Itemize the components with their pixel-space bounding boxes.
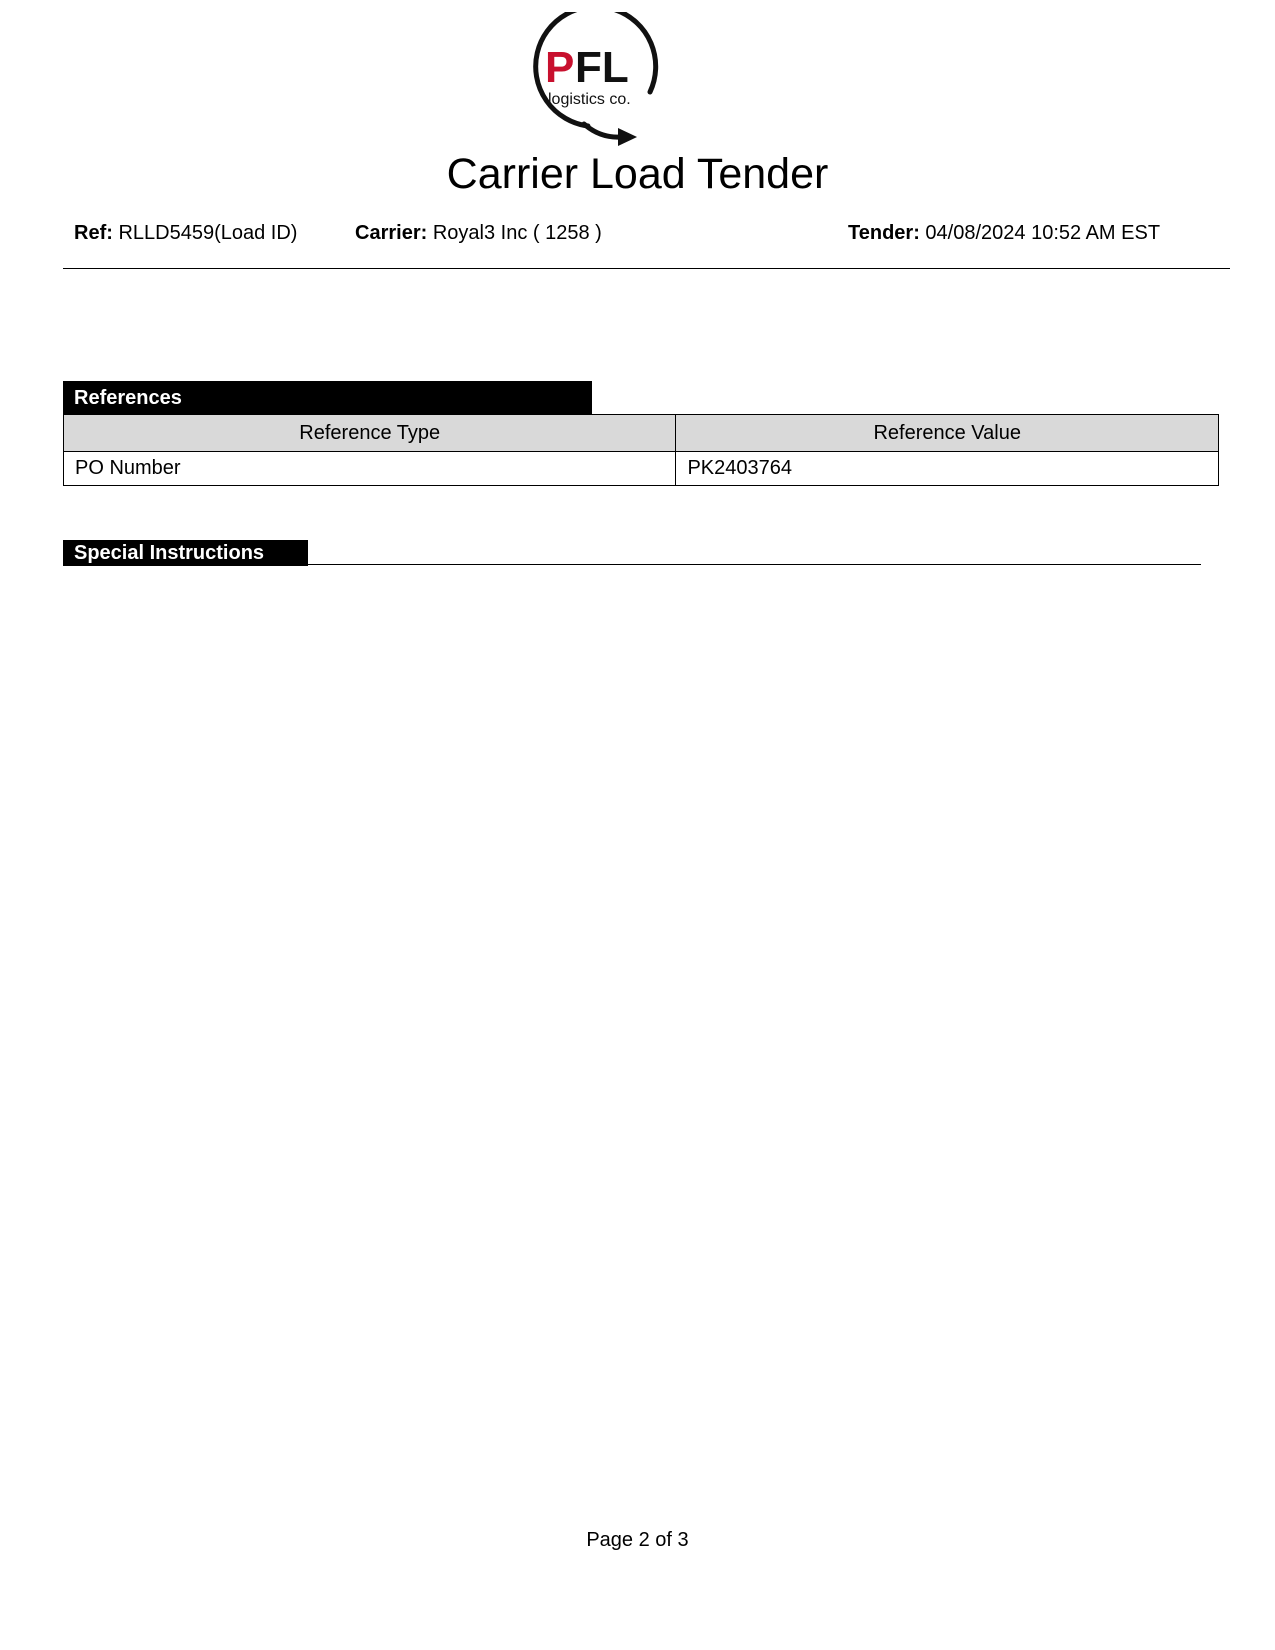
- pfl-logo-graphic: [530, 12, 680, 148]
- header-carrier: [355, 220, 602, 246]
- carrier-label: Carrier:: [355, 222, 428, 244]
- header-ref: [74, 220, 297, 246]
- reference-value-cell: PK2403764: [676, 452, 1219, 486]
- page-number: Page 2 of 3: [586, 1529, 689, 1551]
- svg-text:logistics co.: logistics co.: [548, 91, 631, 108]
- table-row: [64, 452, 1219, 486]
- references-table: [63, 414, 1219, 486]
- ref-value: RLLD5459(Load ID): [118, 222, 298, 244]
- header-divider: [63, 268, 1230, 269]
- reference-type-cell: PO Number: [64, 452, 676, 486]
- special-instructions-heading: Special Instructions: [63, 540, 308, 566]
- references-heading: References: [63, 381, 592, 414]
- ref-label: Ref:: [74, 222, 113, 244]
- document-title: Carrier Load Tender: [446, 150, 829, 198]
- tender-label: Tender:: [848, 222, 920, 244]
- svg-text:FL: FL: [575, 43, 629, 92]
- svg-text:P: P: [545, 43, 575, 92]
- references-header-row: [64, 415, 1219, 452]
- column-header-reference-value: Reference Value: [676, 415, 1219, 452]
- special-instructions-divider: [308, 564, 1201, 565]
- tender-value: 04/08/2024 10:52 AM EST: [925, 222, 1161, 244]
- column-header-reference-type: Reference Type: [64, 415, 676, 452]
- carrier-value: Royal3 Inc ( 1258 ): [432, 222, 602, 244]
- header-tender: [848, 220, 1160, 246]
- pfl-logo: [530, 12, 680, 148]
